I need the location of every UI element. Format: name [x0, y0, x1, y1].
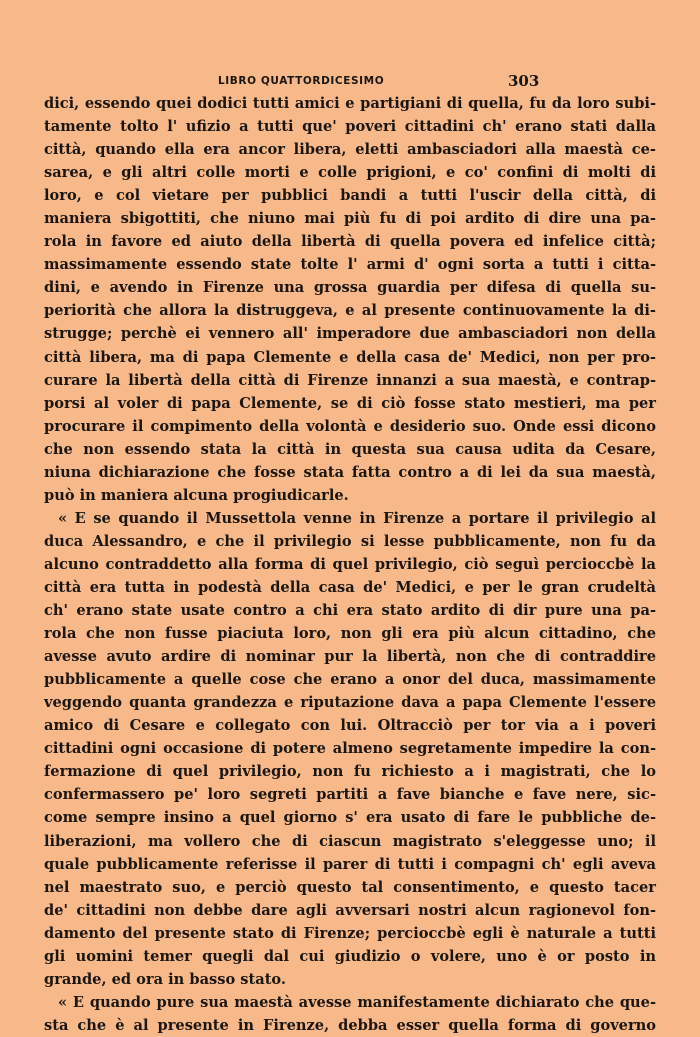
text-line: procurare il compimento della volontà e desiderio suo. Onde essi dicono — [44, 417, 656, 435]
text-line: maniera sbigottiti, che niuno mai più fu di poi ardito di dire una pa- — [44, 210, 656, 228]
text-line: porsi al voler di papa Clemente, se di ciò fosse stato mestieri, ma per — [44, 394, 656, 412]
text-line: dini, e avendo in Firenze una grossa guardia per difesa di quella su- — [44, 279, 656, 297]
text-line: duca Alessandro, e che il privilegio si lesse pubblicamente, non fu da — [44, 532, 656, 550]
text-line: niuna dichiarazione che fosse stata fatta contro a di lei da sua maestà, — [44, 463, 656, 481]
text-line: periorità che allora la distruggeva, e al presente continuovamente la di- — [44, 302, 656, 320]
body-text — [44, 92, 656, 1037]
text-line: nel maestrato suo, e perciò questo tal consentimento, e questo tacer — [44, 878, 656, 896]
text-line: cittadini ogni occasione di potere almeno segretamente impedire la con- — [44, 740, 656, 758]
text-line: fermazione di quel privilegio, non fu richiesto a i magistrati, che lo — [44, 763, 656, 781]
text-line: de' cittadini non debbe dare agli avversari nostri alcun ragionevol fon- — [44, 901, 656, 919]
text-line: rola che non fusse piaciuta loro, non gli era più alcun cittadino, che — [44, 625, 656, 643]
text-line: amico di Cesare e collegato con lui. Oltracciò per tor via a i poveri — [44, 717, 656, 735]
text-line: ch' erano state usate contro a chi era stato ardito di dir pure una pa- — [44, 602, 656, 620]
text-line: tamente tolto l' ufizio a tutti que' poveri cittadini ch' erano stati dalla — [44, 118, 656, 136]
text-line: damento del presente stato di Firenze; percioccbè egli è naturale a tutti — [44, 924, 656, 942]
text-line-paragraph-end: grande, ed ora in basso stato. — [44, 970, 286, 988]
text-line: avesse avuto ardire di nominar pur la libertà, non che di contraddire — [44, 648, 656, 666]
text-line: sta che è al presente in Firenze, debba esser quella forma di governo — [44, 1016, 656, 1034]
text-line: gli uomini temer quegli dal cui giudizio o volere, uno è or posto in — [44, 947, 656, 965]
text-line: città, quando ella era ancor libera, eletti ambasciadori alla maestà ce- — [44, 141, 656, 159]
page-number: 303 — [508, 72, 540, 90]
text-line-paragraph-start: « E se quando il Mussettola venne in Firenze a portare il privilegio al — [58, 509, 656, 527]
text-line: liberazioni, ma vollero che di ciascun magistrato s'eleggesse uno; il — [44, 832, 656, 850]
text-line: città era tutta in podestà della casa de' Medici, e per le gran crudeltà — [44, 578, 656, 596]
text-line: loro, e col vietare per pubblici bandi a tutti l'uscir della città, di — [44, 187, 656, 205]
text-line: sarea, e gli altri colle morti e colle prigioni, e co' confini di molti di — [44, 164, 656, 182]
text-line: pubblicamente a quelle cose che erano a onor del duca, massimamente — [44, 671, 656, 689]
text-line-paragraph-start: « E quando pure sua maestà avesse manifestamente dichiarato che que- — [58, 993, 656, 1011]
text-line: rola in favore ed aiuto della libertà di quella povera ed infelice città; — [44, 233, 656, 251]
text-line: massimamente essendo state tolte l' armi d' ogni sorta a tutti i citta- — [44, 256, 656, 274]
text-line: strugge; perchè ei vennero all' imperadore due ambasciadori non della — [44, 325, 656, 343]
text-line: curare la libertà della città di Firenze innanzi a sua maestà, e contrap- — [44, 371, 656, 389]
text-line: alcuno contraddetto alla forma di quel privilegio, ciò seguì percioccbè la — [44, 555, 656, 573]
text-line: che non essendo stata la città in questa sua causa udita da Cesare, — [44, 440, 656, 458]
running-title: LIBRO QUATTORDICESIMO — [218, 75, 385, 87]
text-line-paragraph-end: può in maniera alcuna progiudicarle. — [44, 486, 349, 504]
text-line: dici, essendo quei dodici tutti amici e partigiani di quella, fu da loro subi- — [44, 95, 656, 112]
text-line: confermassero pe' loro segreti partiti a fave bianche e fave nere, sic- — [44, 786, 656, 804]
text-line: quale pubblicamente referisse il parer di tutti i compagni ch' egli aveva — [44, 855, 656, 873]
text-line: città libera, ma di papa Clemente e della casa de' Medici, non per pro- — [44, 348, 656, 366]
text-line: come sempre insino a quel giorno s' era usato di fare le pubbliche de- — [44, 809, 656, 827]
text-line: veggendo quanta grandezza e riputazione dava a papa Clemente l'essere — [44, 694, 656, 712]
